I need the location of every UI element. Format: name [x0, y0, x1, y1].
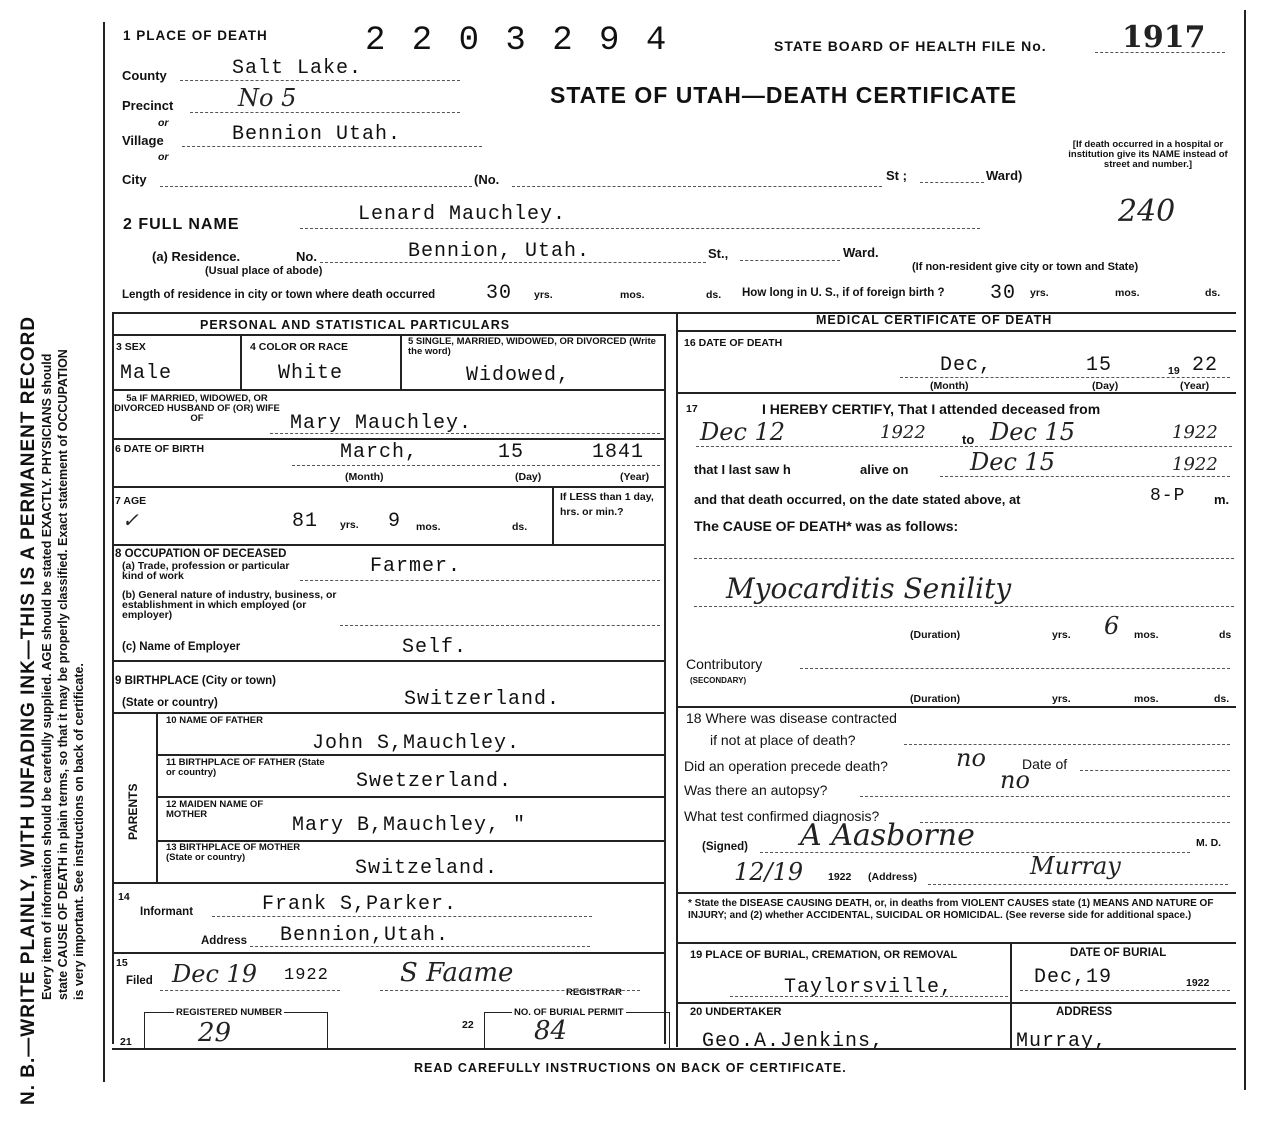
age-years: 81: [292, 510, 319, 533]
death-year: 22: [1192, 354, 1219, 377]
burial-place: Taylorsville,: [784, 976, 954, 999]
margin-warning: N. B.—WRITE PLAINLY, WITH UNFADING INK—THIS IS A PERMANENT RECORD: [18, 315, 39, 1105]
margin-instructions-1: Every item of information should be carefully supplied. AGE should be stated EXACTLY. PHYSICIANS should: [40, 353, 54, 1000]
mother-value: Mary B,Mauchley, ": [292, 814, 527, 837]
physician-signature: A Aasborne: [800, 818, 975, 853]
attended-to: Dec 15: [990, 418, 1076, 446]
full-name-label: 2 FULL NAME: [123, 216, 240, 233]
state-file-label: STATE BOARD OF HEALTH FILE No.: [774, 38, 1047, 54]
marital-value: Widowed,: [466, 364, 571, 387]
time-of-death: 8-P: [1150, 486, 1186, 506]
place-of-death-label: 1 PLACE OF DEATH: [123, 28, 268, 43]
right-border: [1244, 10, 1246, 1090]
dob-year: 1841: [592, 441, 645, 464]
undertaker-value: Geo.A.Jenkins,: [702, 1030, 885, 1053]
residence-value: Bennion, Utah.: [408, 240, 591, 263]
margin-instructions-2: state CAUSE OF DEATH in plain terms, so that it may be properly classified. Exact statement of OCCUPATION: [56, 349, 70, 1000]
hospital-note: [If death occurred in a hospital or institution give its NAME instead of street and number.]: [1068, 139, 1228, 170]
last-saw-date: Dec 15: [970, 448, 1056, 476]
burial-date: Dec,19: [1034, 966, 1113, 989]
burial-permit-number: 84: [534, 1016, 568, 1046]
operation-value: no: [956, 744, 986, 772]
dob-day: 15: [498, 441, 525, 464]
physician-address: Murray: [1030, 852, 1121, 880]
stamped-number: 2 2 0 3 2 9 4: [365, 22, 670, 60]
color-value: White: [278, 362, 344, 385]
birthplace-value: Switzerland.: [404, 688, 561, 711]
cause-of-death: Myocarditis Senility: [726, 572, 1012, 605]
age-months: 9: [388, 510, 402, 533]
spouse-value: Mary Mauchley.: [290, 412, 473, 435]
city-label: City: [122, 172, 147, 187]
registrar-signature: S Faame: [400, 958, 514, 988]
medical-section-title: MEDICAL CERTIFICATE OF DEATH: [816, 313, 1053, 327]
personal-section-title: PERSONAL AND STATISTICAL PARTICULARS: [200, 318, 511, 332]
name-number: 240: [1118, 194, 1176, 229]
village-label: Village: [122, 133, 164, 148]
state-file-number: 1917: [1122, 20, 1206, 55]
signature-date: 12/19: [734, 858, 804, 886]
occupation-value: Farmer.: [370, 555, 462, 578]
cause-footnote: * State the DISEASE CAUSING DEATH, or, in deaths from VIOLENT CAUSES state (1) MEANS AND NATURE OF INJURY; and (2) whether ACCIDENTAL, SUICIDAL OR HOMICIDAL. (See reverse side for additional space.): [688, 898, 1214, 921]
informant-address: Bennion,Utah.: [280, 924, 450, 947]
undertaker-address: Murray,: [1016, 1030, 1108, 1053]
employer-value: Self.: [402, 636, 468, 659]
precinct-value: No 5: [238, 84, 297, 112]
county-label: County: [122, 68, 167, 83]
dob-month: March,: [340, 441, 419, 464]
registered-number: 29: [198, 1018, 232, 1048]
parents-label: PARENTS: [126, 783, 140, 840]
footer-instructions: READ CAREFULLY INSTRUCTIONS ON BACK OF CERTIFICATE.: [414, 1061, 847, 1075]
informant-value: Frank S,Parker.: [262, 893, 458, 916]
father-value: John S,Mauchley.: [312, 732, 521, 755]
village-value: Bennion Utah.: [232, 123, 402, 146]
county-value: Salt Lake.: [232, 57, 363, 80]
left-border: [103, 22, 105, 1082]
filed-date: Dec 19: [172, 960, 258, 988]
death-day: 15: [1086, 354, 1113, 377]
precinct-label: Precinct: [122, 98, 174, 113]
attended-from: Dec 12: [700, 418, 786, 446]
certificate-title: STATE OF UTAH—DEATH CERTIFICATE: [550, 82, 1018, 108]
autopsy-value: no: [1000, 766, 1030, 794]
death-month: Dec,: [940, 354, 993, 377]
mother-birthplace-value: Switzeland.: [355, 857, 499, 880]
full-name-value: Lenard Mauchley.: [358, 203, 567, 226]
margin-instructions-3: is very important. See instructions on back of certificate.: [72, 663, 86, 1000]
father-birthplace-value: Swetzerland.: [356, 770, 513, 793]
sex-value: Male: [120, 362, 173, 385]
